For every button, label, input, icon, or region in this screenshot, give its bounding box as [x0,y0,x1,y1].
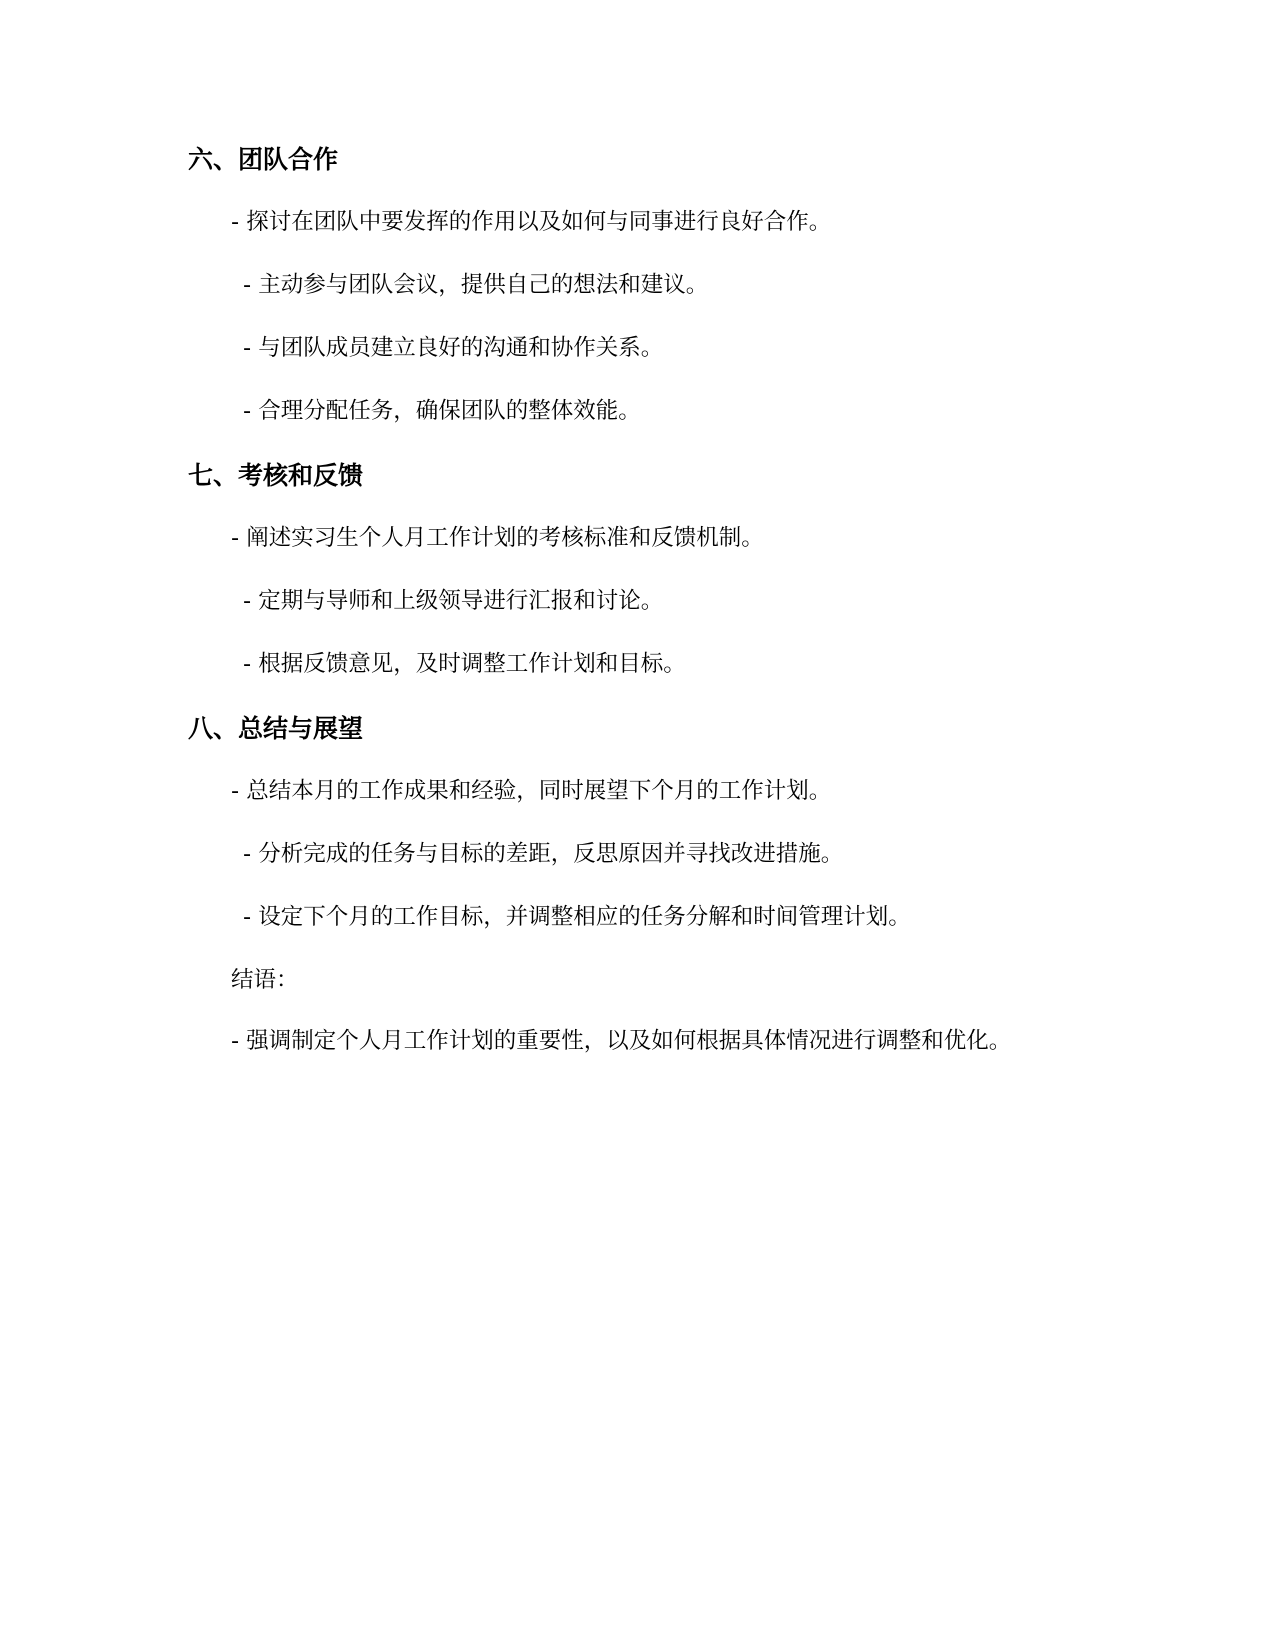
section-heading-review: 七、考核和反馈 [188,461,364,490]
list-item: - 与团队成员建立良好的沟通和协作关系。 [243,335,664,361]
list-item: - 根据反馈意见，及时调整工作计划和目标。 [243,651,686,677]
section-heading-team: 六、团队合作 [188,145,339,174]
section-intro-summary: - 总结本月的工作成果和经验，同时展望下个月的工作计划。 [231,778,832,804]
list-item: - 定期与导师和上级领导进行汇报和讨论。 [243,588,664,614]
section-heading-summary: 八、总结与展望 [188,714,364,743]
list-item: - 设定下个月的工作目标，并调整相应的任务分解和时间管理计划。 [243,904,911,930]
conclusion-text: - 强调制定个人月工作计划的重要性，以及如何根据具体情况进行调整和优化。 [231,1028,1012,1054]
conclusion-label: 结语： [231,967,299,993]
section-intro-team: - 探讨在团队中要发挥的作用以及如何与同事进行良好合作。 [231,209,832,235]
list-item: - 合理分配任务，确保团队的整体效能。 [243,398,641,424]
list-item: - 主动参与团队会议，提供自己的想法和建议。 [243,272,709,298]
list-item: - 分析完成的任务与目标的差距，反思原因并寻找改进措施。 [243,841,844,867]
section-intro-review: - 阐述实习生个人月工作计划的考核标准和反馈机制。 [231,525,764,551]
